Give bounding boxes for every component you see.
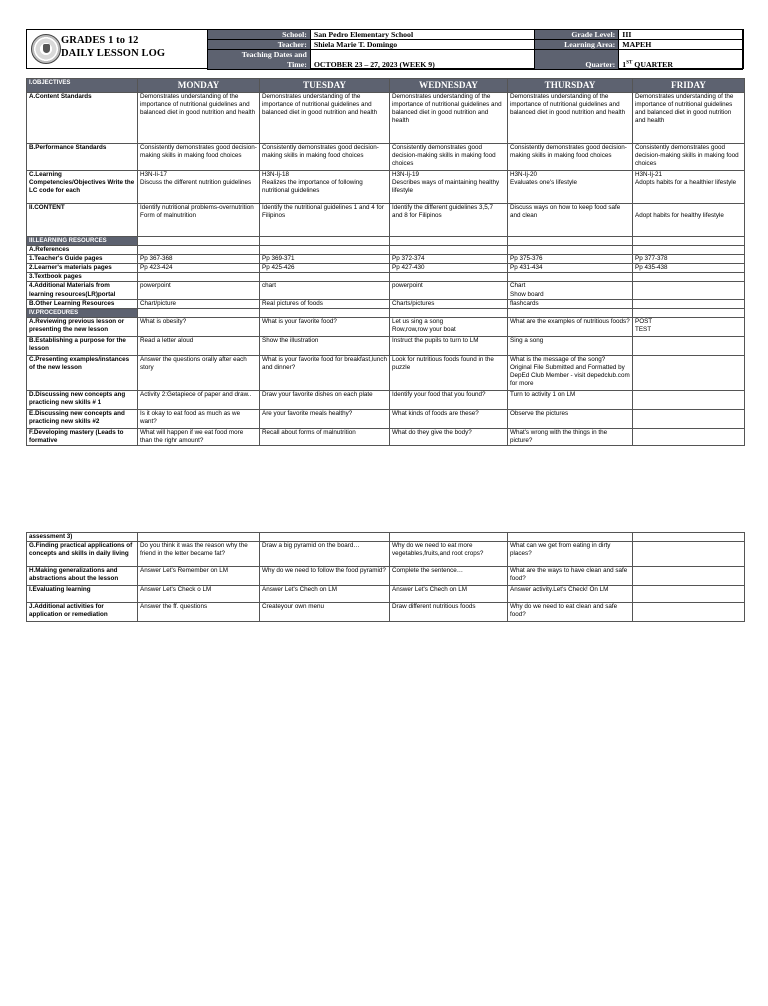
school-label: School:: [208, 30, 311, 40]
day-cell: What is obesity?: [138, 317, 260, 336]
day-cell: Identify the nutritional guidelines 1 and 4 for Filipinos: [260, 204, 390, 237]
section-row: [27, 308, 745, 317]
day-cell: chart: [260, 282, 390, 299]
day-cell: H3N-Ij-19 Describes ways of maintaining healthy lifestyle: [390, 171, 508, 204]
day-cell: Activity 2:Getapiece of paper and draw..: [138, 390, 260, 409]
day-cell: H3N-Ij-18 Realizes the importance of following nutritional guidelines: [260, 171, 390, 204]
day-cell: Real pictures of foods: [260, 299, 390, 308]
day-cell: Read a letter aloud: [138, 336, 260, 355]
day-cell: Why do we need to eat more vegetables,fruits,and root crops?: [390, 542, 508, 567]
day-cell: [260, 533, 390, 542]
day-cell: Chart Show board: [508, 282, 633, 299]
day-cell: Let us sing a song Row,row,row your boat: [390, 317, 508, 336]
day-cell: [633, 237, 745, 246]
grade-level-value: III: [619, 30, 743, 40]
day-header: THURSDAY: [508, 79, 633, 93]
table-row: [27, 204, 745, 237]
day-cell: [390, 246, 508, 255]
day-cell: Answer Let's Chech on LM: [260, 586, 390, 603]
objectives-header: I.OBJECTIVES: [27, 79, 138, 93]
day-cell: Why do we need to follow the food pyramid?: [260, 567, 390, 586]
day-cell: Pp 425-426: [260, 264, 390, 273]
day-cell: Draw different nutritious foods: [390, 603, 508, 622]
day-cell: Discuss ways on how to keep food safe and clean: [508, 204, 633, 237]
teaching-dates-value: OCTOBER 23 – 27, 2023 (WEEK 9): [310, 50, 535, 70]
day-cell: Pp 427-430: [390, 264, 508, 273]
day-cell: Look for nutritious foods found in the puzzle: [390, 355, 508, 390]
table-row: [27, 317, 745, 336]
day-cell: flashcards: [508, 299, 633, 308]
day-cell: [633, 355, 745, 390]
day-cell: Demonstrates understanding of the importance of nutritional guidelines and balanced diet in good nutrition and health: [138, 93, 260, 144]
day-header: FRIDAY: [633, 79, 745, 93]
row-label: G.Finding practical applications of concepts and skills in daily living: [27, 542, 138, 567]
day-cell: [138, 308, 260, 317]
day-cell: [138, 237, 260, 246]
day-cell: Consistently demonstrates good decision-making skills in making food choices: [633, 144, 745, 171]
day-header: WEDNESDAY: [390, 79, 508, 93]
day-cell: Consistently demonstrates good decision-making skills in making food choices: [138, 144, 260, 171]
day-cell: [633, 390, 745, 409]
day-cell: Createyour own menu: [260, 603, 390, 622]
table-row: [27, 409, 745, 428]
day-cell: POST TEST: [633, 317, 745, 336]
table-row: [27, 603, 745, 622]
day-cell: [390, 273, 508, 282]
row-label: assessment 3): [27, 533, 138, 542]
day-cell: What's wrong with the things in the picture?: [508, 428, 633, 445]
section-row: [27, 237, 745, 246]
day-cell: Recall about forms of malnutrition: [260, 428, 390, 445]
day-cell: Identify your food that you found?: [390, 390, 508, 409]
header-info-table: [207, 29, 743, 70]
row-label: III.LEARNING RESOURCES: [27, 237, 138, 246]
day-cell: Answer the ff. questions: [138, 603, 260, 622]
day-cell: Answer Let's Chech on LM: [390, 586, 508, 603]
row-label: D.Discussing new concepts ang practicing new skills # 1: [27, 390, 138, 409]
day-cell: Answer Let's Check o LM: [138, 586, 260, 603]
row-label: 1.Teacher's Guide pages: [27, 255, 138, 264]
row-label: E.Discussing new concepts and practicing new skills #2: [27, 409, 138, 428]
day-cell: H3N-Ij-20 Evaluates one's lifestyle: [508, 171, 633, 204]
day-cell: What are the ways to have clean and safe food?: [508, 567, 633, 586]
day-cell: [260, 246, 390, 255]
header-title-line1: GRADES 1 to 12: [61, 35, 139, 46]
day-cell: powerpoint: [390, 282, 508, 299]
day-header: TUESDAY: [260, 79, 390, 93]
day-cell: [508, 533, 633, 542]
table-row: [27, 246, 745, 255]
school-value: San Pedro Elementary School: [310, 30, 535, 40]
day-cell: Draw your favorite dishes on each plate: [260, 390, 390, 409]
lesson-log-table: [26, 78, 745, 446]
table-row: [27, 355, 745, 390]
day-cell: Chart/picture: [138, 299, 260, 308]
teaching-dates-label: Teaching Dates and Time:: [208, 50, 311, 70]
day-cell: [508, 273, 633, 282]
row-label: B.Establishing a purpose for the lesson: [27, 336, 138, 355]
day-cell: H3N-Ij-21 Adopts habits for a healthier lifestyle: [633, 171, 745, 204]
day-cell: What will happen if we eat food more than the righr amount?: [138, 428, 260, 445]
day-cell: What is your favorite food for breakfast,lunch and dinner?: [260, 355, 390, 390]
table-row: [27, 299, 745, 308]
day-cell: [390, 533, 508, 542]
day-cell: [508, 246, 633, 255]
day-cell: Consistently demonstrates good decision-making skills in making food choices: [390, 144, 508, 171]
day-cell: Pp 377-378: [633, 255, 745, 264]
day-cell: [138, 273, 260, 282]
row-label: H.Making generalizations and abstractions about the lesson: [27, 567, 138, 586]
day-cell: What kinds of foods are these?: [390, 409, 508, 428]
day-cell: [508, 237, 633, 246]
day-cell: Demonstrates understanding of the importance of nutritional guidelines and balanced diet in good nutrition and health: [508, 93, 633, 144]
day-cell: Are your favorite meals healthy?: [260, 409, 390, 428]
table-row: [27, 144, 745, 171]
day-cell: What are the examples of nutritious foods?: [508, 317, 633, 336]
header-logo-area: [27, 30, 207, 68]
day-cell: Pp 372-374: [390, 255, 508, 264]
day-cell: [260, 237, 390, 246]
table-row: [27, 390, 745, 409]
table-row: [27, 567, 745, 586]
day-cell: [138, 533, 260, 542]
day-cell: [633, 273, 745, 282]
day-header-row: [27, 79, 745, 93]
day-cell: [260, 308, 390, 317]
row-label: I.Evaluating learning: [27, 586, 138, 603]
row-label: 3.Textbook pages: [27, 273, 138, 282]
table-row: [27, 264, 745, 273]
day-cell: Demonstrates understanding of the importance of nutritional guidelines and balanced diet in good nutrition and health: [390, 93, 508, 144]
day-cell: [633, 282, 745, 299]
quarter-label: Quarter:: [535, 50, 619, 70]
day-cell: Pp 367-368: [138, 255, 260, 264]
day-cell: [138, 246, 260, 255]
day-cell: [633, 246, 745, 255]
row-label: 4.Additional Materials from learning resources(LR)portal: [27, 282, 138, 299]
teacher-value: Shiela Marie T. Domingo: [310, 40, 535, 50]
table-row: [27, 533, 745, 542]
day-cell: What is your favorite food?: [260, 317, 390, 336]
day-cell: [633, 603, 745, 622]
table-row: [27, 586, 745, 603]
day-cell: Why do we need to eat clean and safe food?: [508, 603, 633, 622]
day-cell: Observe the pictures: [508, 409, 633, 428]
day-cell: [633, 299, 745, 308]
day-cell: Instruct the pupils to turn to LM: [390, 336, 508, 355]
day-cell: Draw a big pyramid on the board…: [260, 542, 390, 567]
row-label: B.Other Learning Resources: [27, 299, 138, 308]
row-label: 2.Learner's materials pages: [27, 264, 138, 273]
day-cell: Answer the questions orally after each story: [138, 355, 260, 390]
day-cell: Identify nutritional problems-overnutrition Form of malnutrition: [138, 204, 260, 237]
day-cell: Answer Let's Remember on LM: [138, 567, 260, 586]
header-title-line2: DAILY LESSON LOG: [61, 48, 166, 59]
day-cell: [633, 533, 745, 542]
day-cell: Show the illustration: [260, 336, 390, 355]
day-cell: Charts/pictures: [390, 299, 508, 308]
day-cell: Complete the sentence…: [390, 567, 508, 586]
day-cell: powerpoint: [138, 282, 260, 299]
row-label: A.Reviewing previous lesson or presenting the new lesson: [27, 317, 138, 336]
table-row: [27, 93, 745, 144]
day-cell: [390, 308, 508, 317]
table-row: [27, 255, 745, 264]
day-cell: H3N-Ii-17 Discuss the different nutrition guidelines: [138, 171, 260, 204]
day-cell: Turn to activity 1 on LM: [508, 390, 633, 409]
day-cell: [260, 273, 390, 282]
day-cell: Sing a song: [508, 336, 633, 355]
day-cell: [633, 542, 745, 567]
learning-area-value: MAPEH: [619, 40, 743, 50]
day-cell: Answer activity.Let's Check! On LM: [508, 586, 633, 603]
day-cell: Is it okay to eat food as much as we want?: [138, 409, 260, 428]
day-cell: Demonstrates understanding of the importance of nutritional guidelines and balanced diet in good nutrition and health: [633, 93, 745, 144]
table-row: [27, 428, 745, 445]
day-cell: [633, 308, 745, 317]
row-label: J.Additional activities for application or remediation: [27, 603, 138, 622]
day-cell: Pp 375-376: [508, 255, 633, 264]
day-cell: What do they give the body?: [390, 428, 508, 445]
row-label: C.Presenting examples/instances of the new lesson: [27, 355, 138, 390]
day-header: MONDAY: [138, 79, 260, 93]
lesson-log-header: [26, 29, 744, 69]
table-row: [27, 336, 745, 355]
table-row: [27, 282, 745, 299]
day-cell: [633, 336, 745, 355]
table-row: [27, 273, 745, 282]
day-cell: Pp 423-424: [138, 264, 260, 273]
day-cell: [633, 586, 745, 603]
lesson-log-table-continued: [26, 532, 745, 622]
row-label: B.Performance Standards: [27, 144, 138, 171]
day-cell: Pp 369-371: [260, 255, 390, 264]
row-label: A.Content Standards: [27, 93, 138, 144]
day-cell: Pp 431-434: [508, 264, 633, 273]
day-cell: What is the message of the song? Original File Submitted and Formatted by DepEd Club Member - visit depedclub.com for more: [508, 355, 633, 390]
day-cell: [633, 409, 745, 428]
learning-area-label: Learning Area:: [535, 40, 619, 50]
row-label: IV.PROCEDURES: [27, 308, 138, 317]
day-cell: [633, 428, 745, 445]
day-cell: [633, 567, 745, 586]
day-cell: What can we get from eating in dirty places?: [508, 542, 633, 567]
row-label: F.Developing mastery (Leads to formative: [27, 428, 138, 445]
day-cell: Identify the different guidelines 3,5,7 and 8 for Filipinos: [390, 204, 508, 237]
day-cell: Consistently demonstrates good decision-making skills in making food choices: [260, 144, 390, 171]
row-label: A.References: [27, 246, 138, 255]
teacher-label: Teacher:: [208, 40, 311, 50]
row-label: C.Learning Competencies/Objectives Write the LC code for each: [27, 171, 138, 204]
day-cell: [390, 237, 508, 246]
quarter-value: 1ST QUARTER: [619, 50, 743, 70]
row-label: II.CONTENT: [27, 204, 138, 237]
day-cell: [508, 308, 633, 317]
table-row: [27, 171, 745, 204]
day-cell: Pp 435-438: [633, 264, 745, 273]
table-row: [27, 542, 745, 567]
day-cell: Adopt habits for healthy lifestyle: [633, 204, 745, 237]
grade-level-label: Grade Level:: [535, 30, 619, 40]
day-cell: Do you think it was the reason why the friend in the letter became fat?: [138, 542, 260, 567]
day-cell: Demonstrates understanding of the importance of nutritional guidelines and balanced diet in good nutrition and health: [260, 93, 390, 144]
deped-seal-icon: [31, 34, 61, 64]
day-cell: Consistently demonstrates good decision-making skills in making food choices: [508, 144, 633, 171]
